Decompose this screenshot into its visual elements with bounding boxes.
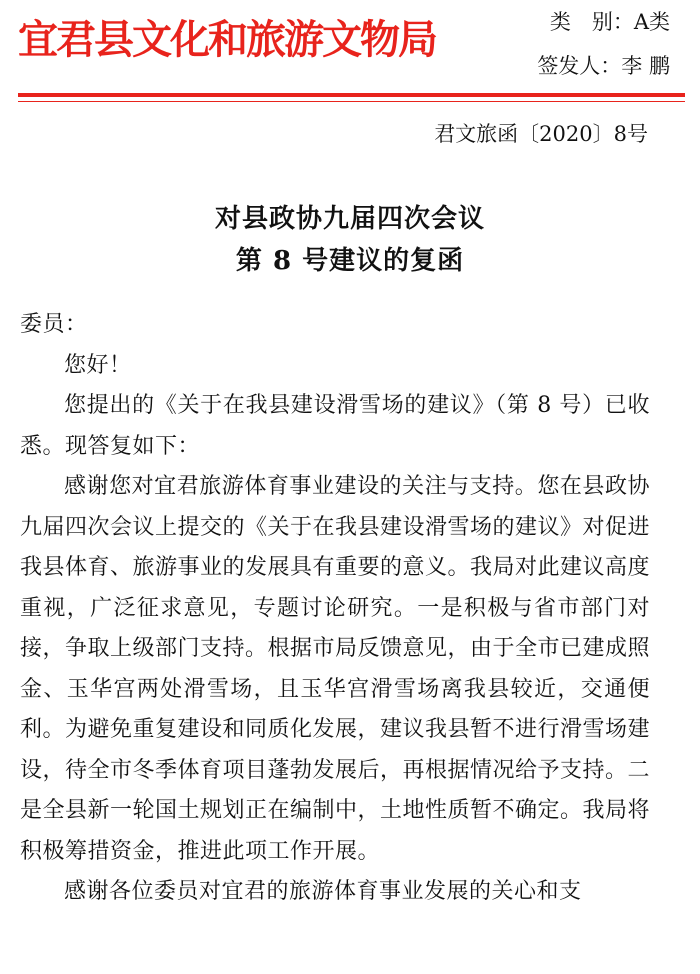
document-category: 类 别：A类 — [549, 10, 670, 34]
title-line-1: 对县政协九届四次会议 — [214, 204, 485, 234]
body-paragraph: 感谢您对宜君旅游体育事业建设的关注与支持。您在县政协九届四次会议上提交的《关于在我县建设滑雪场的建议》对促进我县体育、旅游事业的发展具有重要的意义。我局对此建议高度重视，广泛征求意见，专题讨论研究。一是积极与省市部门对接，争取上级部门支持。根据市局反馈意见，由于全市已建成照金、玉华宫两处滑雪场，且玉华宫滑雪场离我县较近，交通便利。为避免重复建设和同质化发展，建议我县暂不进行滑雪场建设，待全市冬季体育项目蓬勃发展后，再根据情况给予支持。二是全县新一轮国土规划正在编制中，土地性质暂不确定。我局将积极筹措资金，推进此项工作开展。 — [20, 474, 651, 864]
title-line-2: 第 8 号建议的复函 — [235, 246, 465, 276]
header-rule-thick — [18, 93, 685, 97]
body-paragraph: 感谢各位委员对宜君的旅游体育事业发展的关心和支 — [64, 879, 582, 904]
header-rule-thin — [18, 101, 685, 102]
document-number: 君文旅函〔2020〕8号 — [434, 122, 648, 146]
greeting: 您好！ — [64, 352, 132, 378]
letter-body — [20, 305, 650, 913]
agency-name: 宜君县文化和旅游文物局 — [18, 16, 436, 63]
body-paragraph: 您提出的《关于在我县建设滑雪场的建议》（第 8 号）已收悉。现答复如下： — [20, 393, 650, 459]
signer: 签发人：李 鹏 — [537, 54, 670, 78]
salutation: 委员： — [20, 312, 88, 337]
